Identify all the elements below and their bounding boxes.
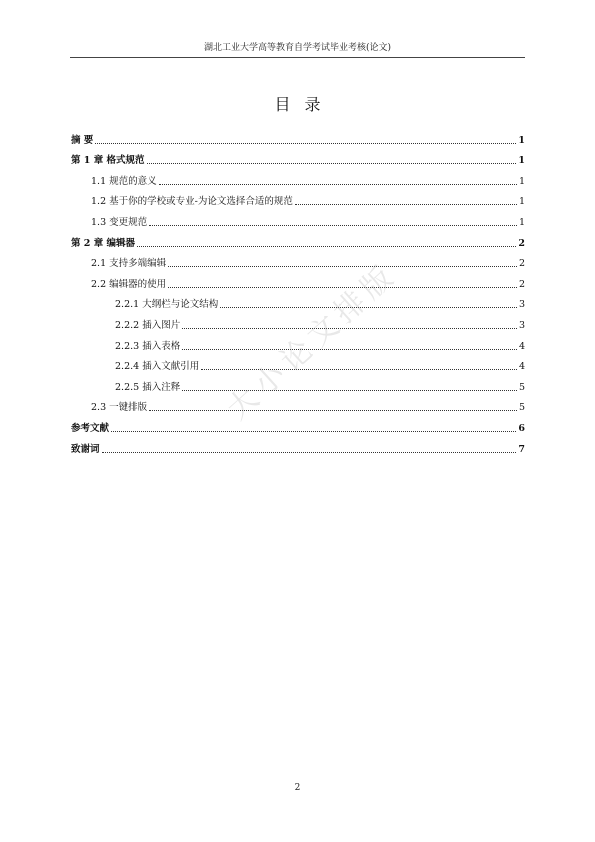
dot-leader [168,286,517,288]
toc-entry-2-2-2[interactable] [71,311,525,332]
toc-page-number: 2 [518,258,525,270]
dot-leader [168,265,517,267]
toc-entry-2-2-3[interactable] [71,332,525,353]
running-header: 湖北工业大学高等教育自学考试毕业考核(论文) [203,43,392,53]
toc-entry-label: 第 1 章 格式规范 [71,155,145,167]
toc-page-number: 1 [518,175,525,187]
toc-page-number: 5 [518,402,525,414]
toc-title: 目录 [274,95,335,114]
toc-entry-label: 参考文献 [71,422,110,434]
toc-entry-chapter-1[interactable] [71,147,525,168]
toc-entry-label: 2.2.3 插入表格 [115,340,181,352]
toc-entry-label: 第 2 章 编辑器 [71,237,136,249]
dot-leader [111,430,516,432]
toc-page-number: 3 [518,319,525,331]
toc-page-number: 2 [518,278,525,290]
dot-leader [149,409,517,411]
toc-page-number: 6 [518,422,525,434]
dot-leader [220,306,517,308]
toc-entry-2-2-4[interactable] [71,353,525,374]
toc-entry-label: 2.2.4 插入文献引用 [115,361,200,373]
dot-leader [137,245,516,247]
toc-entry-label: 摘 要 [71,134,94,146]
dot-leader [295,203,517,205]
dot-leader [182,348,517,350]
table-of-contents [71,126,525,456]
toc-entry-references[interactable] [71,414,525,435]
watermark: 大小论文排版 [220,256,405,427]
toc-entry-2-2-5[interactable] [71,373,525,394]
toc-entry-label: 2.2.5 插入注释 [115,381,181,393]
toc-entry-2-2-1[interactable] [71,291,525,312]
toc-entry-label: 2.2.1 大纲栏与论文结构 [115,299,219,311]
toc-entry-2-3[interactable] [71,394,525,415]
toc-entry-label: 2.2.2 插入图片 [115,319,181,331]
toc-entry-chapter-2[interactable] [71,229,525,250]
dot-leader [159,183,517,185]
toc-page-number: 2 [518,237,525,249]
toc-entry-label: 2.3 一键排版 [91,402,148,414]
toc-entry-label: 2.2 编辑器的使用 [91,278,167,290]
dot-leader [102,451,517,453]
toc-page-number: 1 [518,155,525,167]
toc-entry-2-1[interactable] [71,250,525,271]
dot-leader [201,368,517,370]
toc-page-number: 1 [518,216,525,228]
toc-entry-label: 1.2 基于你的学校或专业-为论文选择合适的规范 [91,196,293,208]
toc-page-number: 4 [518,361,525,373]
toc-page-number: 7 [518,443,525,455]
toc-entry-abstract[interactable] [71,126,525,147]
toc-entry-2-2[interactable] [71,270,525,291]
toc-entry-label: 1.1 规范的意义 [91,175,157,187]
toc-page-number: 5 [518,381,525,393]
toc-entry-label: 2.1 支持多端编辑 [91,258,167,270]
toc-entry-1-3[interactable] [71,208,525,229]
toc-entry-acknowledgements[interactable] [71,435,525,456]
toc-entry-label: 1.3 变更规范 [91,216,148,228]
dot-leader [182,389,517,391]
toc-page-number: 1 [518,196,525,208]
page-number: 2 [294,783,301,793]
header-rule [70,57,525,58]
dot-leader [147,162,517,164]
toc-entry-1-1[interactable] [71,167,525,188]
toc-page-number: 4 [518,340,525,352]
dot-leader [182,327,517,329]
toc-entry-label: 致谢词 [71,443,100,455]
dot-leader [95,142,516,144]
toc-page-number: 3 [518,299,525,311]
toc-page-number: 1 [518,134,525,146]
toc-entry-1-2[interactable] [71,188,525,209]
dot-leader [149,224,517,226]
